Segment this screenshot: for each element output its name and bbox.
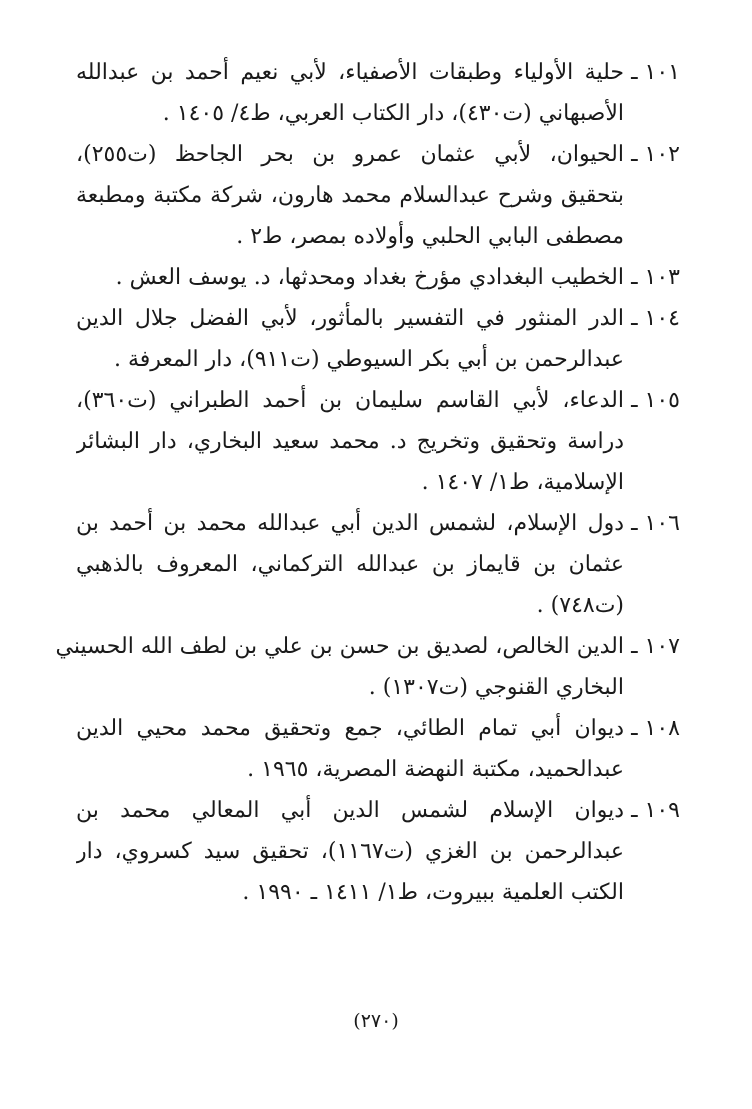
entry-line: البخاري القنوجي (ت١٣٠٧) . xyxy=(368,675,624,700)
entry-line: الدعاء، لأبي القاسم سليمان بن أحمد الطبراني (ت٣٦٠)، xyxy=(76,388,624,413)
bibliography-entry xyxy=(76,298,680,380)
entry-line: ديوان أبي تمام الطائي، جمع وتحقيق محمد محيي الدين xyxy=(76,716,624,741)
entry-text xyxy=(76,790,624,913)
entry-text xyxy=(76,380,624,503)
entry-number: ١٠٦ ـ xyxy=(631,511,680,536)
entry-line: الإسلامية، ط١/ ١٤٠٧ . xyxy=(421,470,624,495)
entry-text xyxy=(76,134,624,257)
bibliography-entry xyxy=(76,52,680,134)
bibliography-entry xyxy=(76,257,680,298)
bibliography-entry xyxy=(76,503,680,626)
entry-text xyxy=(76,503,624,626)
entry-line: الحيوان، لأبي عثمان عمرو بن بحر الجاحظ (ت٢٥٥)، xyxy=(76,142,624,167)
entry-text xyxy=(76,257,624,298)
entry-line: الكتب العلمية ببيروت، ط١/ ١٤١١ ـ ١٩٩٠ . xyxy=(242,880,624,905)
entry-line: عبدالرحمن بن الغزي (ت١١٦٧)، تحقيق سيد كسروي، دار xyxy=(76,839,624,864)
entry-number: ١٠٣ ـ xyxy=(631,265,680,290)
bibliography-entry xyxy=(76,380,680,503)
page-number: (٢٧٠) xyxy=(353,1010,399,1032)
entry-line: (ت٧٤٨) . xyxy=(536,593,624,618)
entry-line: الأصبهاني (ت٤٣٠)، دار الكتاب العربي، ط٤/ ١٤٠٥ . xyxy=(162,101,624,126)
entry-line: الدين الخالص، لصديق بن حسن بن علي بن لطف الله الحسيني xyxy=(55,634,624,659)
entry-line: بتحقيق وشرح عبدالسلام محمد هارون، شركة مكتبة ومطبعة xyxy=(76,183,624,208)
entry-number: ١٠١ ـ xyxy=(631,60,680,85)
bibliography-entry xyxy=(76,708,680,790)
entry-line: عبدالرحمن بن أبي بكر السيوطي (ت٩١١)، دار المعرفة . xyxy=(114,347,624,372)
entry-text xyxy=(76,52,624,134)
entry-number: ١٠٩ ـ xyxy=(631,798,680,823)
entry-text xyxy=(76,708,624,790)
entry-number: ١٠٧ ـ xyxy=(631,634,680,659)
entry-text xyxy=(56,626,624,708)
entry-number: ١٠٤ ـ xyxy=(631,306,680,331)
entry-number: ١٠٢ ـ xyxy=(631,142,680,167)
entry-line: دراسة وتحقيق وتخريج د. محمد سعيد البخاري، دار البشائر xyxy=(76,429,624,454)
entry-line: دول الإسلام، لشمس الدين أبي عبدالله محمد بن أحمد بن xyxy=(76,511,624,536)
entry-line: عثمان بن قايماز بن عبدالله التركماني، المعروف بالذهبي xyxy=(76,552,624,577)
bibliography-entry xyxy=(55,626,680,708)
bibliography-list xyxy=(55,52,680,913)
entry-line: الدر المنثور في التفسير بالمأثور، لأبي الفضل جلال الدين xyxy=(76,306,624,331)
entry-number: ١٠٨ ـ xyxy=(631,716,680,741)
entry-line: مصطفى البابي الحلبي وأولاده بمصر، ط٢ . xyxy=(236,224,624,249)
entry-line: حلية الأولياء وطبقات الأصفياء، لأبي نعيم أحمد بن عبدالله xyxy=(76,60,624,85)
entry-line: الخطيب البغدادي مؤرخ بغداد ومحدثها، د. يوسف العش . xyxy=(115,265,624,290)
entry-line: ديوان الإسلام لشمس الدين أبي المعالي محمد بن xyxy=(76,798,624,823)
bibliography-entry xyxy=(76,790,680,913)
entry-line: عبدالحميد، مكتبة النهضة المصرية، ١٩٦٥ . xyxy=(247,757,624,782)
bibliography-entry xyxy=(76,134,680,257)
entry-text xyxy=(76,298,624,380)
entry-number: ١٠٥ ـ xyxy=(631,388,680,413)
